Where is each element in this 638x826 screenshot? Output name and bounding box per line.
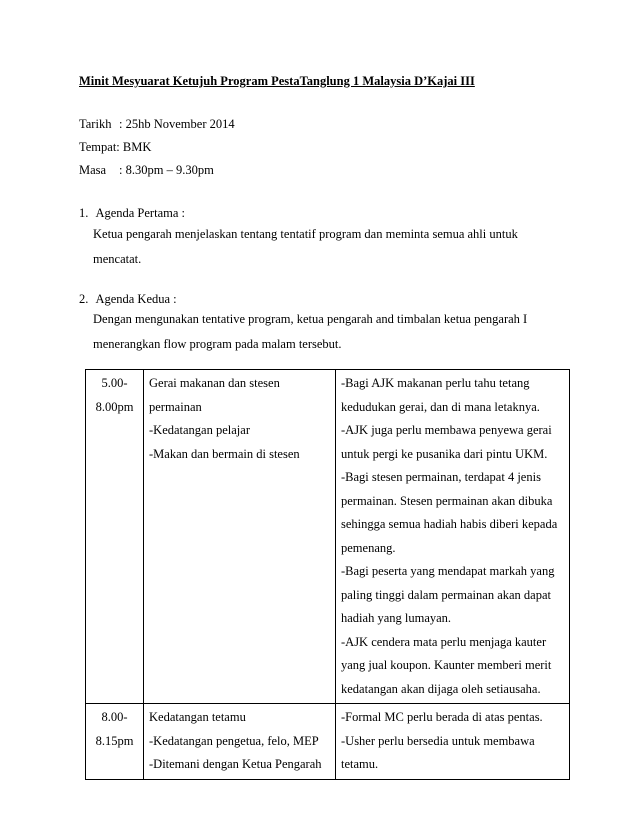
activity-line: -Makan dan bermain di stesen (149, 446, 300, 461)
table-row (86, 704, 570, 780)
time-line: 8.00- (101, 710, 128, 724)
notes-line: -AJK juga perlu membawa penyewa gerai (341, 423, 552, 437)
agenda-1-heading (79, 206, 185, 221)
notes-line: untuk pergi ke pusanika dari pintu UKM. (341, 446, 548, 461)
meta-date-value: : 25hb November 2014 (119, 117, 235, 131)
activity-line: Gerai makanan dan stesen (149, 376, 280, 390)
notes-line: kedudukan gerai, dan di mana letaknya. (341, 399, 540, 414)
agenda-2-line: Dengan mengunakan tentative program, ketua pengarah and timbalan ketua pengarah I (93, 312, 528, 326)
activity-line: -Ditemani dengan Ketua Pengarah (149, 757, 322, 771)
notes-line: -Formal MC perlu berada di atas pentas. (341, 710, 543, 724)
meta-time-label: Masa (79, 163, 107, 177)
activity-line: -Kedatangan pengetua, felo, MEP (149, 733, 319, 748)
notes-line: -AJK cendera mata perlu menjaga kauter (341, 634, 547, 649)
agenda-2-heading (79, 292, 177, 307)
notes-line: paling tinggi dalam permainan akan dapat (341, 587, 551, 602)
meta-venue-value: BMK (122, 140, 152, 154)
table-row (86, 370, 570, 704)
time-cell (86, 370, 144, 704)
agenda-2-title: Agenda Kedua : (95, 292, 177, 306)
notes-line: hadiah yang lumayan. (341, 611, 452, 625)
activity-cell (144, 370, 336, 704)
agenda-2-number: 2. (79, 292, 89, 306)
document-title: Minit Mesyuarat Ketujuh Program PestaTanglung 1 Malaysia D’Kajai III (79, 74, 475, 88)
agenda-1-body (93, 222, 543, 272)
notes-line: pemenang. (341, 540, 396, 555)
meta-venue (79, 140, 151, 155)
notes-line: -Bagi peserta yang mendapat markah yang (341, 564, 555, 578)
agenda-2-body (93, 307, 543, 357)
meta-date-label: Tarikh (79, 117, 112, 131)
meta-date (79, 117, 235, 132)
agenda-1-title: Agenda Pertama : (95, 206, 185, 220)
activity-line: -Kedatangan pelajar (149, 423, 250, 437)
meta-time-value: : 8.30pm – 9.30pm (119, 163, 214, 177)
activity-cell (144, 704, 336, 780)
activity-line: permainan (149, 399, 202, 414)
notes-line: sehingga semua hadiah habis diberi kepada (341, 517, 558, 531)
agenda-1-line: mencatat. (93, 252, 142, 266)
notes-cell (336, 370, 570, 704)
notes-line: -Bagi AJK makanan perlu tahu tetang (341, 376, 530, 390)
meta-venue-label: Tempat: (79, 140, 120, 154)
agenda-1-line: Ketua pengarah menjelaskan tentang tentatif program dan meminta semua ahli untuk (93, 227, 518, 241)
agenda-1-number: 1. (79, 206, 89, 220)
notes-line: yang jual koupon. Kaunter memberi merit (341, 658, 552, 672)
agenda-2-line: menerangkan flow program pada malam tersebut. (93, 337, 342, 351)
schedule-table (85, 369, 570, 780)
notes-cell (336, 704, 570, 780)
notes-line: tetamu. (341, 757, 379, 771)
notes-line: kedatangan akan dijaga oleh setiausaha. (341, 681, 541, 696)
notes-line: -Usher perlu bersedia untuk membawa (341, 733, 535, 748)
notes-line: permainan. Stesen permainan akan dibuka (341, 493, 553, 508)
time-line: 8.00pm (95, 399, 134, 414)
time-line: 5.00- (101, 376, 128, 390)
activity-line: Kedatangan tetamu (149, 710, 246, 724)
notes-line: -Bagi stesen permainan, terdapat 4 jenis (341, 470, 541, 484)
time-cell (86, 704, 144, 780)
meta-time (79, 163, 214, 178)
time-line: 8.15pm (95, 733, 134, 748)
